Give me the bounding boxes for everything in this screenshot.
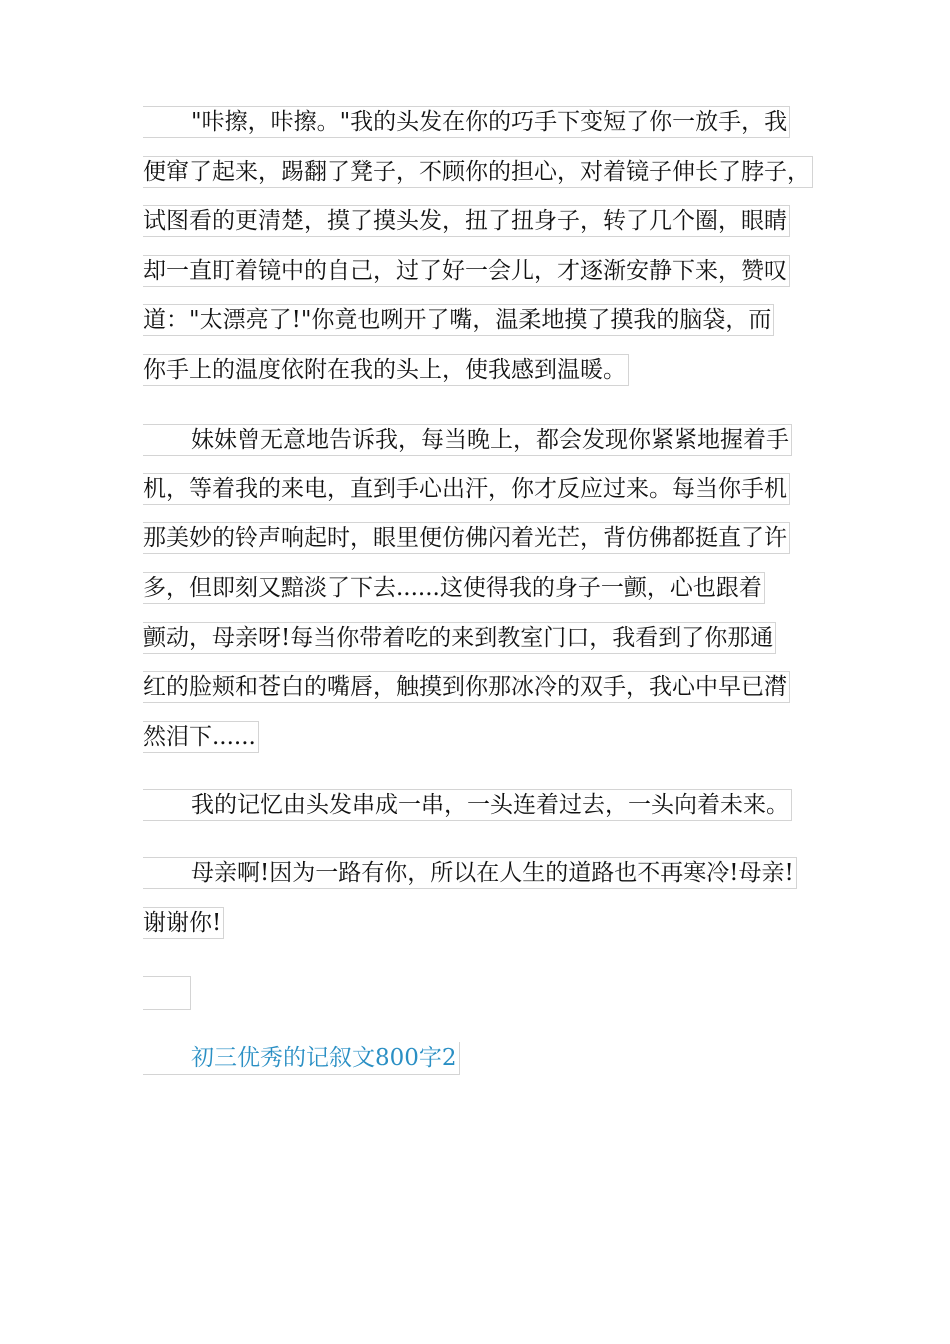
paragraph-1-line-5: 道："太漂亮了!"你竟也咧开了嘴，温柔地摸了摸我的脑袋，而 bbox=[143, 304, 774, 336]
paragraph-4-line-1: 母亲啊!因为一路有你，所以在人生的道路也不再寒冷!母亲! bbox=[143, 857, 797, 889]
paragraph-1-line-2: 便窜了起来，踢翻了凳子，不顾你的担心，对着镜子伸长了脖子， bbox=[143, 156, 813, 188]
paragraph-2-line-3: 那美妙的铃声响起时，眼里便仿佛闪着光芒，背仿佛都挺直了许 bbox=[143, 522, 790, 554]
paragraph-2-line-2: 机，等着我的来电，直到手心出汗，你才反应过来。每当你手机 bbox=[143, 473, 790, 505]
paragraph-1-line-6: 你手上的温度依附在我的头上，使我感到温暖。 bbox=[143, 354, 629, 386]
paragraph-3-line-1: 我的记忆由头发串成一串，一头连着过去，一头向着未来。 bbox=[143, 789, 792, 821]
section-heading: 初三优秀的记叙文800字2 bbox=[143, 1042, 460, 1075]
paragraph-1-line-1: "咔擦，咔擦。"我的头发在你的巧手下变短了你一放手，我 bbox=[143, 106, 790, 138]
empty-line-box bbox=[143, 976, 191, 1010]
paragraph-4-line-2: 谢谢你! bbox=[143, 907, 224, 939]
paragraph-2-line-7: 然泪下...... bbox=[143, 721, 259, 753]
paragraph-2-line-4: 多，但即刻又黯淡了下去......这使得我的身子一颤，心也跟着 bbox=[143, 572, 765, 604]
paragraph-2-line-1: 妹妹曾无意地告诉我，每当晚上，都会发现你紧紧地握着手 bbox=[143, 424, 792, 456]
paragraph-2-line-6: 红的脸颊和苍白的嘴唇，触摸到你那冰冷的双手，我心中早已潸 bbox=[143, 671, 790, 703]
paragraph-1-line-4: 却一直盯着镜中的自己，过了好一会儿，才逐渐安静下来，赞叹 bbox=[143, 255, 790, 287]
paragraph-2-line-5: 颤动，母亲呀!每当你带着吃的来到教室门口，我看到了你那通 bbox=[143, 622, 776, 654]
paragraph-1-line-3: 试图看的更清楚，摸了摸头发，扭了扭身子，转了几个圈，眼睛 bbox=[143, 205, 790, 237]
